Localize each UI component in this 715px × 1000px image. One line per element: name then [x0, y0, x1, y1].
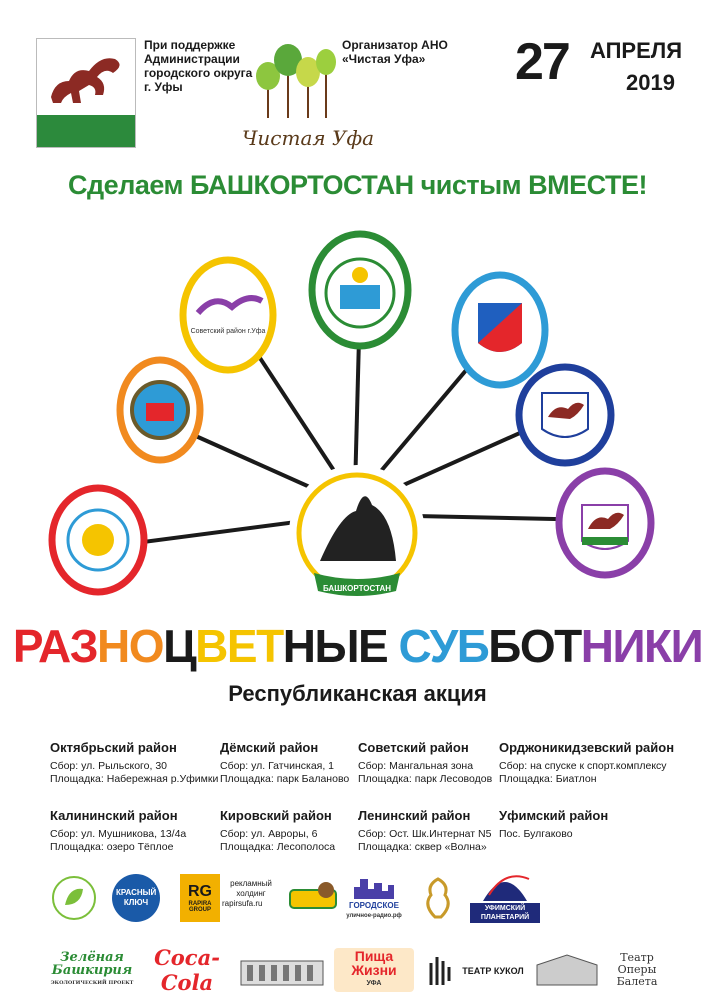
subtitle: Республиканская акция — [228, 681, 487, 706]
city-icon — [352, 875, 396, 901]
title-letter: О — [128, 620, 164, 672]
district-line: Сбор: ул. Гатчинская, 1 — [220, 760, 335, 772]
district-emblems-fan — [0, 215, 715, 615]
pishcha-city: УФА — [366, 980, 382, 987]
district-line: Площадка: озеро Тёплое — [50, 841, 174, 853]
title-letter: Е — [357, 620, 388, 672]
title-letter: У — [429, 620, 457, 672]
rg-site: rapirsufa.ru — [222, 899, 263, 908]
pishcha-label: Пища Жизни — [351, 948, 397, 978]
support-line: При поддержке — [144, 38, 236, 52]
title-letter: И — [612, 620, 645, 672]
gorodskoe-label: ГОРОДСКОЕ — [349, 901, 399, 910]
kids-park-logo — [288, 876, 338, 920]
district-details — [50, 760, 220, 786]
district-line: Сбор: Ост. Шк.Интернат N5 — [358, 828, 492, 840]
zelenaya-bashkiria-logo — [48, 948, 136, 992]
title-letter: И — [670, 620, 703, 672]
title-letter: Б — [488, 620, 520, 672]
puppet-theatre-logo: ТЕАТР КУКОЛ — [462, 966, 524, 976]
hand-icon — [421, 951, 455, 989]
district-block — [499, 808, 669, 841]
monkey-icon — [288, 876, 338, 920]
district-line: Площадка: Набережная р.Уфимки — [50, 773, 219, 785]
district-details — [499, 760, 699, 786]
planetarium-label: УФИМСКИЙ ПЛАНЕТАРИЙ — [470, 903, 540, 923]
district-details — [50, 828, 220, 854]
rapira-text — [222, 874, 280, 914]
title-letter: Н — [580, 620, 613, 672]
planetarium-logo — [470, 866, 540, 926]
district-line: Площадка: Биатлон — [499, 773, 597, 785]
support-line: городского округа — [144, 66, 253, 80]
district-line: Сбор: ул. Мушникова, 13/4а — [50, 828, 187, 840]
main-title — [0, 618, 715, 674]
marten-icon — [45, 47, 127, 111]
district-line: Площадка: Лесополоса — [220, 841, 336, 853]
title-letter: С — [398, 620, 430, 672]
title-letter: Т — [554, 620, 581, 672]
title-letter: Р — [12, 620, 38, 672]
theatre-building-logo — [236, 950, 328, 990]
title-letter: Н — [97, 620, 129, 672]
organizer-line: «Чистая Уфа» — [342, 52, 426, 66]
kalininsky-emblem — [519, 367, 611, 463]
district-name: Уфимский район — [499, 808, 609, 823]
district-line: Сбор: на спуске к спорт.комплексу — [499, 760, 667, 772]
theatre-icon — [237, 951, 327, 989]
ornament-icon — [421, 875, 455, 921]
ornament-logo — [420, 874, 456, 922]
support-line: г. Уфы — [144, 80, 183, 94]
ufimsky-emblem — [559, 471, 651, 575]
district-line: Площадка: сквер «Волна» — [358, 841, 487, 853]
district-name: Советский район — [358, 740, 469, 755]
district-line: Сбор: ул. Авроры, 6 — [220, 828, 318, 840]
title-letter: А — [37, 620, 70, 672]
red-key-label: КРАСНЫЙ КЛЮЧ — [116, 888, 157, 907]
district-name: Кировский район — [220, 808, 332, 823]
coca-cola-logo: Coca-Cola — [154, 945, 220, 995]
planetarium-icon — [475, 869, 535, 903]
district-block — [50, 740, 220, 786]
support-line: Администрации — [144, 52, 240, 66]
bashkortostan-emblem — [289, 465, 425, 601]
district-name: Калининский район — [50, 808, 178, 823]
rg-mark: RG — [188, 883, 212, 900]
kirovsky-emblem — [455, 275, 545, 385]
title-letter: Т — [256, 620, 283, 672]
demsky-emblem — [120, 360, 200, 460]
gorodskoe-sub: уличное-радио.рф — [346, 913, 402, 919]
headline: Сделаем БАШКОРТОСТАН чистым ВМЕСТЕ! — [68, 170, 647, 200]
district-line: Площадка: парк Баланово — [220, 773, 350, 785]
leninsky-emblem — [312, 234, 408, 346]
organizer-line: Организатор АНО — [342, 38, 448, 52]
logo-text: Чистая Уфа — [241, 126, 375, 150]
rg-name: RAPIRA GROUP — [188, 901, 212, 913]
opera-building-logo — [532, 950, 602, 990]
district-block — [499, 740, 699, 786]
opera-building-icon — [533, 951, 601, 989]
district-name: Октябрьский район — [50, 740, 177, 755]
red-key-logo — [112, 874, 160, 922]
district-name: Ленинский район — [358, 808, 471, 823]
title-letter: Б — [456, 620, 489, 672]
district-details — [499, 828, 669, 841]
district-name: Дёмский район — [220, 740, 319, 755]
title-letter — [387, 620, 398, 672]
oktyabrsky-emblem — [52, 488, 144, 592]
date-month: АПРЕЛЯ — [590, 38, 683, 63]
date-year: 2019 — [626, 70, 675, 95]
emblem-label: БАШКОРТОСТАН — [322, 584, 392, 593]
ufa-coat-of-arms — [36, 38, 136, 148]
district-line: Площадка: парк Лесоводов — [358, 773, 493, 785]
puppet-hand-logo — [420, 950, 456, 990]
title-letter: Н — [282, 620, 315, 672]
district-line: Сбор: Мангальная зона — [358, 760, 474, 772]
district-line: Пос. Булгаково — [499, 828, 573, 840]
sovetsky-emblem — [183, 260, 273, 370]
district-name: Орджоникидзевский район — [499, 740, 675, 755]
title-letter: Е — [226, 620, 257, 672]
rg-holding-label: рекламный холдинг — [230, 879, 272, 898]
organizer-text — [342, 38, 462, 66]
district-block — [50, 808, 220, 854]
opera-ballet-logo: Театр Оперы Балета — [616, 951, 658, 988]
zelenaya-sub: ЭКОЛОГИЧЕСКИЙ ПРОЕКТ — [50, 979, 134, 986]
title-letter: Ы — [314, 620, 358, 672]
gorodskoe-radio-logo — [346, 872, 402, 924]
title-letter: Ц — [163, 620, 196, 672]
sovetsky-label: Советский район г.Уфа — [190, 328, 266, 335]
title-letter: К — [644, 620, 671, 672]
eco-leaf-logo — [50, 874, 98, 922]
pishcha-zhizni-logo — [334, 948, 414, 992]
date-day: 27 — [515, 33, 569, 91]
title-letter: О — [519, 620, 555, 672]
title-letter: В — [195, 620, 227, 672]
title-letter: З — [69, 620, 98, 672]
rapira-group-logo — [180, 874, 220, 922]
zelenaya-label: Зелёная Башкирия — [51, 949, 133, 978]
leaf-icon — [51, 875, 97, 921]
district-line: Сбор: ул. Рыльского, 30 — [50, 760, 167, 772]
